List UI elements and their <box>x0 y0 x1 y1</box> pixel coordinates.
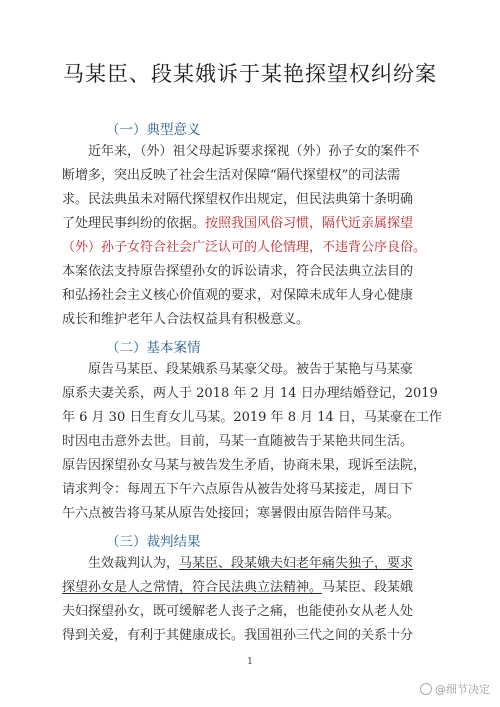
highlighted-line: （外）孙子女符合社会广泛认可的人伦情理，不违背公序良俗。 <box>62 240 427 255</box>
paragraph-line: 成长和维护老年人合法权益具有积极意义。 <box>62 312 310 327</box>
watermark-logo-icon <box>420 683 432 695</box>
paragraph-line: 求。民法典虽未对隔代探望权作出规定，但民法典第十条明确 <box>62 192 414 207</box>
document-title: 马某臣、段某娥诉于某艳探望权纠纷案 <box>63 62 437 86</box>
text-run: 了处理民事纠纷的依据。 <box>62 216 206 231</box>
paragraph-line: 夫妇探望孙女，既可缓解老人丧子之痛，也能使孙女从老人处 <box>62 604 414 619</box>
paragraph-line: 原系夫妻关系，两人于 2018 年 2 月 14 日办理结婚登记，2019 <box>62 386 438 401</box>
paragraph-line: 本案依法支持原告探望孙女的诉讼请求，符合民法典立法目的 <box>62 264 414 279</box>
section-heading-facts: （二）基本案情 <box>106 340 201 356</box>
highlighted-text: 按照我国风俗习惯，隔代近亲属探望 <box>205 216 414 231</box>
section-heading-significance: （一）典型意义 <box>106 122 201 138</box>
text-run: 生效裁判认为， <box>88 556 180 571</box>
paragraph-line: 断增多，突出反映了社会生活对保障“隔代探望权”的司法需 <box>62 168 401 183</box>
paragraph-line: 得到关爱，有利于其健康成长。我国祖孙三代之间的关系十分 <box>62 628 414 643</box>
paragraph-line: 时因电击意外去世。目前，马某一直随被告于某艳共同生活。 <box>62 434 414 449</box>
paragraph-line: 请求判令：每周五下午六点原告从被告处将马某接走，周日下 <box>62 482 414 497</box>
paragraph-line <box>62 216 442 232</box>
paragraph-line: 和弘扬社会主义核心价值观的要求，对保障未成年人身心健康 <box>62 288 414 303</box>
watermark-text: @细节决定 <box>435 683 490 696</box>
underlined-text: 马某臣、段某娥夫妇老年痛失独子，要求 <box>179 556 414 571</box>
underlined-text: 探望孙女是人之常情，符合民法典立法精神。 <box>62 580 323 595</box>
paragraph-line <box>62 580 442 596</box>
paragraph-line: 原告马某臣、段某娥系马某豪父母。被告于某艳与马某豪 <box>88 362 414 377</box>
section-heading-judgment: （三）裁判结果 <box>106 534 201 550</box>
page-number: 1 <box>247 657 253 667</box>
paragraph-line: 原告因探望孙女马某与被告发生矛盾，协商未果，现诉至法院， <box>62 458 427 473</box>
text-run: 马某臣、段某娥 <box>322 580 414 595</box>
paragraph-line: 年 6 月 30 日生育女儿马某。2019 年 8 月 14 日，马某豪在工作 <box>62 410 442 425</box>
watermark <box>420 681 490 697</box>
paragraph-line: 近年来，（外）祖父母起诉要求探视（外）孙子女的案件不 <box>88 144 420 159</box>
paragraph-line: 午六点被告将马某从原告处接回；寒暑假由原告陪伴马某。 <box>62 506 401 521</box>
paragraph-line <box>88 556 442 572</box>
